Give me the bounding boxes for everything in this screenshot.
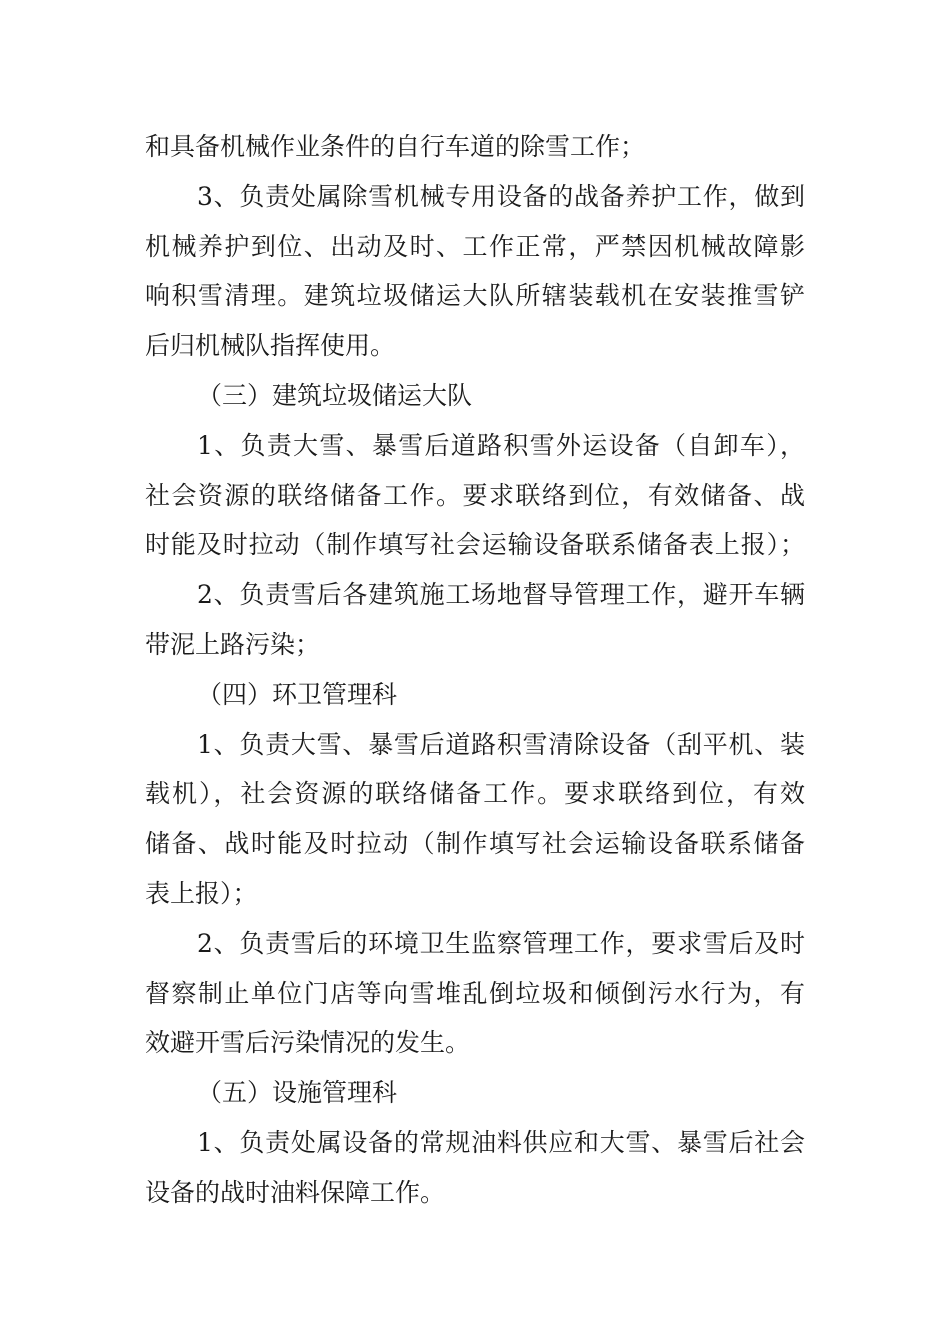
section-heading: （五）设施管理科 [197, 1078, 398, 1108]
section-heading: （三）建筑垃圾储运大队 [197, 380, 473, 410]
text-line: 带泥上路污染； [145, 629, 321, 659]
document-body [145, 122, 805, 1218]
text-line: 效避开雪后污染情况的发生。 [145, 1028, 471, 1058]
text-line: 机械养护到位、出动及时、工作正常，严禁因机械故障影 [145, 231, 805, 261]
section-heading: （四）环卫管理科 [197, 679, 398, 709]
text-line: 后归机械队指挥使用。 [145, 331, 396, 361]
text-line: 设备的战时油料保障工作。 [145, 1177, 446, 1207]
text-line: 时能及时拉动（制作填写社会运输设备联系储备表上报）； [145, 530, 805, 560]
text-line: 2、负责雪后的环境卫生监察管理工作，要求雪后及时 [197, 928, 805, 958]
text-line: 1、负责大雪、暴雪后道路积雪外运设备（自卸车）， [197, 430, 805, 460]
text-line: 督察制止单位门店等向雪堆乱倒垃圾和倾倒污水行为，有 [145, 978, 805, 1008]
text-line: 储备、战时能及时拉动（制作填写社会运输设备联系储备 [145, 829, 805, 859]
text-line: 3、负责处属除雪机械专用设备的战备养护工作，做到 [197, 181, 805, 211]
text-line: 响积雪清理。建筑垃圾储运大队所辖装载机在安装推雪铲 [145, 281, 805, 311]
text-line: 1、负责大雪、暴雪后道路积雪清除设备（刮平机、装 [197, 729, 805, 759]
text-line: 1、负责处属设备的常规油料供应和大雪、暴雪后社会 [197, 1127, 805, 1157]
text-line: 2、负责雪后各建筑施工场地督导管理工作，避开车辆 [197, 580, 805, 610]
text-line: 载机），社会资源的联络储备工作。要求联络到位，有效 [145, 779, 805, 809]
text-line: 社会资源的联络储备工作。要求联络到位，有效储备、战 [145, 480, 805, 510]
text-line: 表上报）； [145, 878, 258, 908]
text-line: 和具备机械作业条件的自行车道的除雪工作； [145, 132, 646, 161]
